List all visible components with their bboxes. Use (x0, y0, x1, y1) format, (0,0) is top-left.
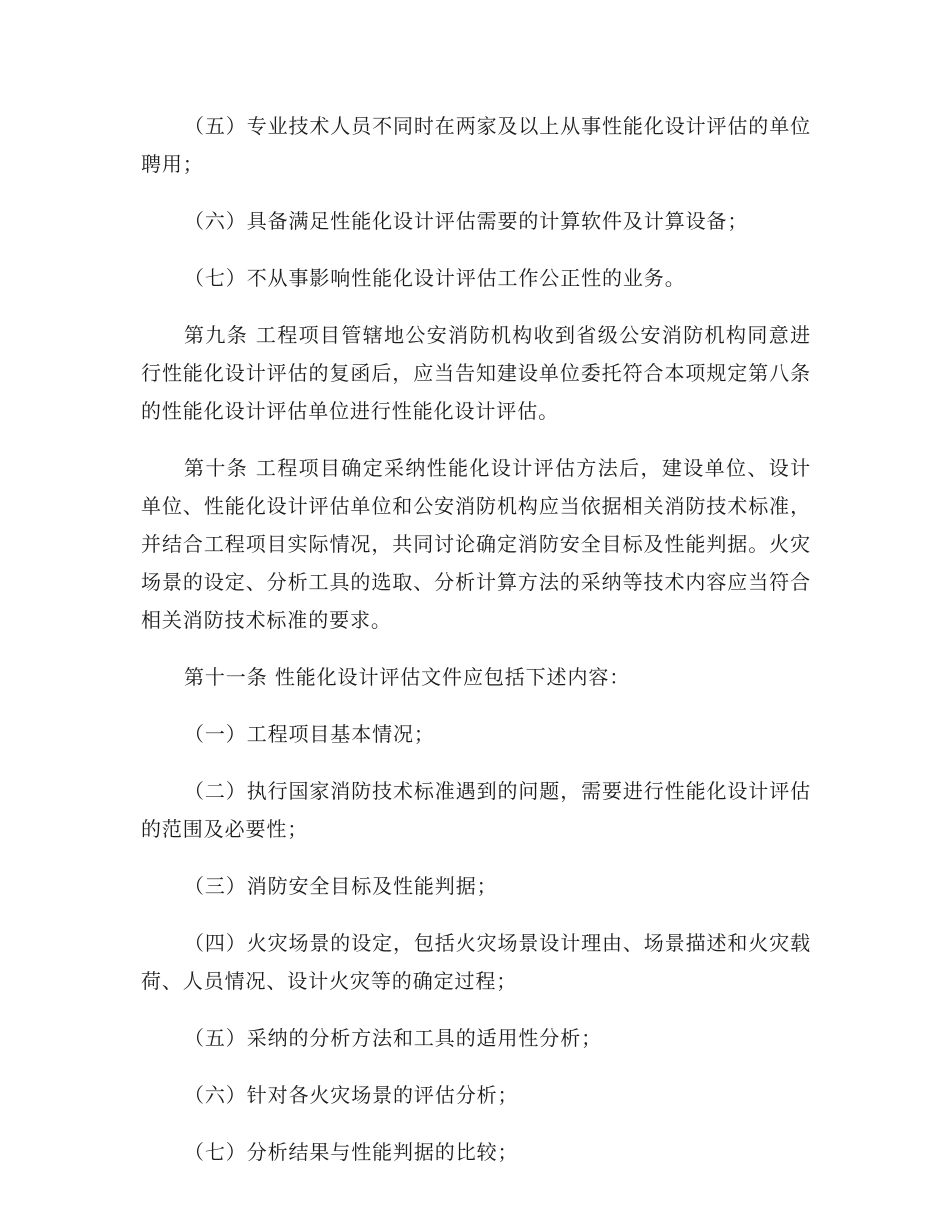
article-11: 第十一条 性能化设计评估文件应包括下述内容： (184, 665, 631, 689)
article-9: 第九条 工程项目管辖地公安消防机构收到省级公安消防机构同意进行性能化设计评估的复函后，应当告知建设单位委托符合本项规定第八条的性能化设计评估单位进行性能化设计评估。 (141, 323, 811, 423)
list-item-1-project-basics: （一）工程项目基本情况； (184, 722, 435, 746)
document-body (141, 107, 811, 1190)
item-7-impartiality: （七）不从事影响性能化设计评估工作公正性的业务。 (184, 266, 686, 290)
list-item-6-scenario-analysis: （六）针对各火灾场景的评估分析； (184, 1083, 519, 1107)
list-item-5-methods-tools: （五）采纳的分析方法和工具的适用性分析； (184, 1026, 602, 1050)
item-5-staff-exclusive: （五）专业技术人员不同时在两家及以上从事性能化设计评估的单位聘用； (141, 114, 811, 176)
article-10: 第十条 工程项目确定采纳性能化设计评估方法后，建设单位、设计单位、性能化设计评估单位和公安消防机构应当依据相关消防技术标准，并结合工程项目实际情况，共同讨论确定消防安全目标及性能判据。火灾场景的设定、分析工具的选取、分析计算方法的采纳等技术内容应当符合相关消防技术标准的要求。 (141, 456, 811, 632)
list-item-3-safety-goals: （三）消防安全目标及性能判据； (184, 874, 498, 898)
list-item-4-fire-scenarios: （四）火灾场景的设定，包括火灾场景设计理由、场景描述和火灾载荷、人员情况、设计火灾等的确定过程； (141, 931, 811, 993)
item-6-software-equipment: （六）具备满足性能化设计评估需要的计算软件及计算设备； (184, 209, 749, 233)
list-item-7-result-comparison: （七）分析结果与性能判据的比较； (184, 1140, 519, 1164)
list-item-2-problems-scope: （二）执行国家消防技术标准遇到的问题，需要进行性能化设计评估的范围及必要性； (141, 779, 811, 841)
